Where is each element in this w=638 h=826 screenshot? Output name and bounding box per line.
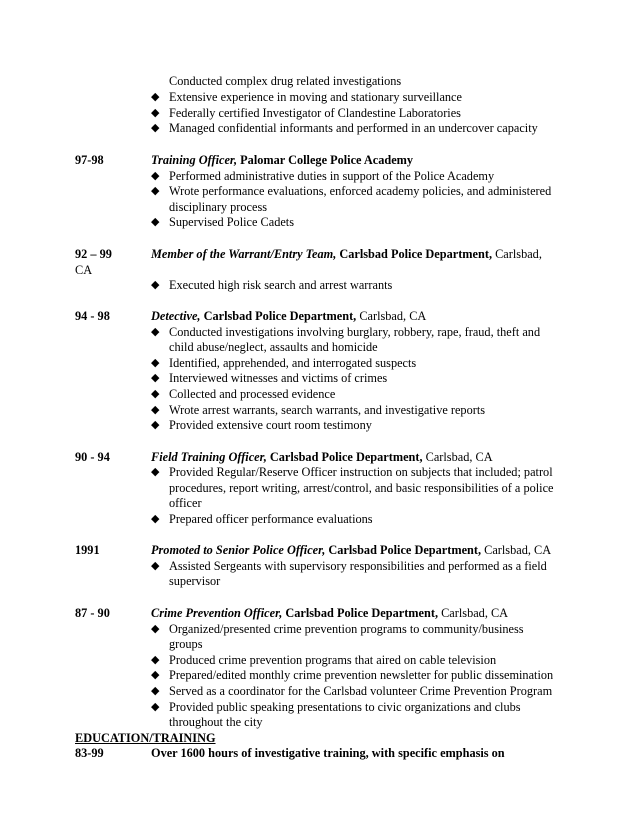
bullet-icon: ◆ [151, 357, 160, 369]
bullet-icon: ◆ [151, 466, 160, 478]
job-location: Carlsbad, CA [484, 543, 552, 557]
job-org: Palomar College Police Academy [240, 153, 414, 167]
job-heading [151, 543, 561, 559]
job-location-wrap: CA [75, 263, 93, 277]
bullet-text: Supervised Police Cadets [169, 215, 294, 229]
job-heading [151, 606, 561, 622]
job-location: Carlsbad, CA [359, 309, 427, 323]
bullet-icon: ◆ [151, 685, 160, 697]
bullet-text: Conducted investigations involving burglary, robbery, rape, fraud, theft and [169, 325, 541, 339]
bullet-text: Served as a coordinator for the Carlsbad volunteer Crime Prevention Program [169, 684, 553, 698]
bullet-text-cont: disciplinary process [169, 200, 268, 214]
continuation-line: Conducted complex drug related investigations [169, 74, 402, 88]
job-location: Carlsbad, CA [425, 450, 493, 464]
bullet-text-cont: procedures, report writing, arrest/control, and basic responsibilities of a police [169, 481, 554, 495]
bullet-text-cont: supervisor [169, 574, 221, 588]
bullet-icon: ◆ [151, 372, 160, 384]
bullet-icon: ◆ [151, 623, 160, 635]
bullet-text-cont: officer [169, 496, 202, 510]
job-heading [151, 309, 561, 325]
job-org: Carlsbad Police Department, [339, 247, 493, 261]
bullet-icon: ◆ [151, 654, 160, 666]
job-heading [151, 153, 561, 169]
bullet-icon: ◆ [151, 91, 160, 103]
job-role: Training Officer, [151, 153, 238, 167]
bullet-icon: ◆ [151, 404, 160, 416]
bullet-text: Prepared officer performance evaluations [169, 512, 373, 526]
job-org: Carlsbad Police Department, [285, 606, 439, 620]
bullet-text: Wrote performance evaluations, enforced academy policies, and administered [169, 184, 552, 198]
job-dates: 97-98 [75, 153, 104, 167]
bullet-icon: ◆ [151, 279, 160, 291]
job-org: Carlsbad Police Department, [328, 543, 482, 557]
job-org: Carlsbad Police Department, [203, 309, 357, 323]
bullet-text: Assisted Sergeants with supervisory responsibilities and performed as a field [169, 559, 547, 573]
bullet-text: Wrote arrest warrants, search warrants, and investigative reports [169, 403, 486, 417]
bullet-icon: ◆ [151, 513, 160, 525]
bullet-text: Provided Regular/Reserve Officer instruction on subjects that included; patrol [169, 465, 553, 479]
bullet-text-cont: child abuse/neglect, assaults and homicide [169, 340, 378, 354]
job-role: Detective, [151, 309, 201, 323]
bullet-text: Executed high risk search and arrest warrants [169, 278, 393, 292]
education-text: Over 1600 hours of investigative training, with specific emphasis on [151, 746, 505, 760]
bullet-icon: ◆ [151, 388, 160, 400]
bullet-text: Provided extensive court room testimony [169, 418, 372, 432]
bullet-text-cont: throughout the city [169, 715, 263, 729]
education-heading: EDUCATION/TRAINING [75, 731, 216, 745]
job-dates: 92 – 99 [75, 247, 112, 261]
bullet-icon: ◆ [151, 419, 160, 431]
bullet-text: Extensive experience in moving and stationary surveillance [169, 90, 462, 104]
bullet-icon: ◆ [151, 669, 160, 681]
bullet-icon: ◆ [151, 216, 160, 228]
education-dates: 83-99 [75, 746, 104, 760]
job-role: Promoted to Senior Police Officer, [151, 543, 326, 557]
job-dates: 1991 [75, 543, 100, 557]
bullet-text-cont: groups [169, 637, 203, 651]
bullet-icon: ◆ [151, 185, 160, 197]
bullet-icon: ◆ [151, 560, 160, 572]
job-org: Carlsbad Police Department, [269, 450, 423, 464]
bullet-icon: ◆ [151, 107, 160, 119]
bullet-icon: ◆ [151, 326, 160, 338]
job-dates: 87 - 90 [75, 606, 110, 620]
bullet-text: Performed administrative duties in support of the Police Academy [169, 169, 495, 183]
bullet-icon: ◆ [151, 122, 160, 134]
job-dates: 94 - 98 [75, 309, 110, 323]
bullet-text: Managed confidential informants and performed in an undercover capacity [169, 121, 538, 135]
bullet-text: Interviewed witnesses and victims of crimes [169, 371, 388, 385]
job-role: Member of the Warrant/Entry Team, [151, 247, 337, 261]
job-location: Carlsbad, CA [441, 606, 509, 620]
bullet-icon: ◆ [151, 170, 160, 182]
bullet-icon: ◆ [151, 701, 160, 713]
job-location: Carlsbad, [495, 247, 542, 261]
bullet-text: Produced crime prevention programs that aired on cable television [169, 653, 497, 667]
bullet-text: Organized/presented crime prevention programs to community/business [169, 622, 524, 636]
bullet-text: Prepared/edited monthly crime prevention newsletter for public dissemination [169, 668, 554, 682]
job-dates: 90 - 94 [75, 450, 110, 464]
job-role: Field Training Officer, [151, 450, 267, 464]
job-heading [151, 450, 561, 466]
bullet-text: Provided public speaking presentations to civic organizations and clubs [169, 700, 521, 714]
bullet-text: Federally certified Investigator of Clandestine Laboratories [169, 106, 461, 120]
job-heading [151, 247, 561, 263]
bullet-text: Collected and processed evidence [169, 387, 336, 401]
bullet-text: Identified, apprehended, and interrogated suspects [169, 356, 417, 370]
job-role: Crime Prevention Officer, [151, 606, 283, 620]
